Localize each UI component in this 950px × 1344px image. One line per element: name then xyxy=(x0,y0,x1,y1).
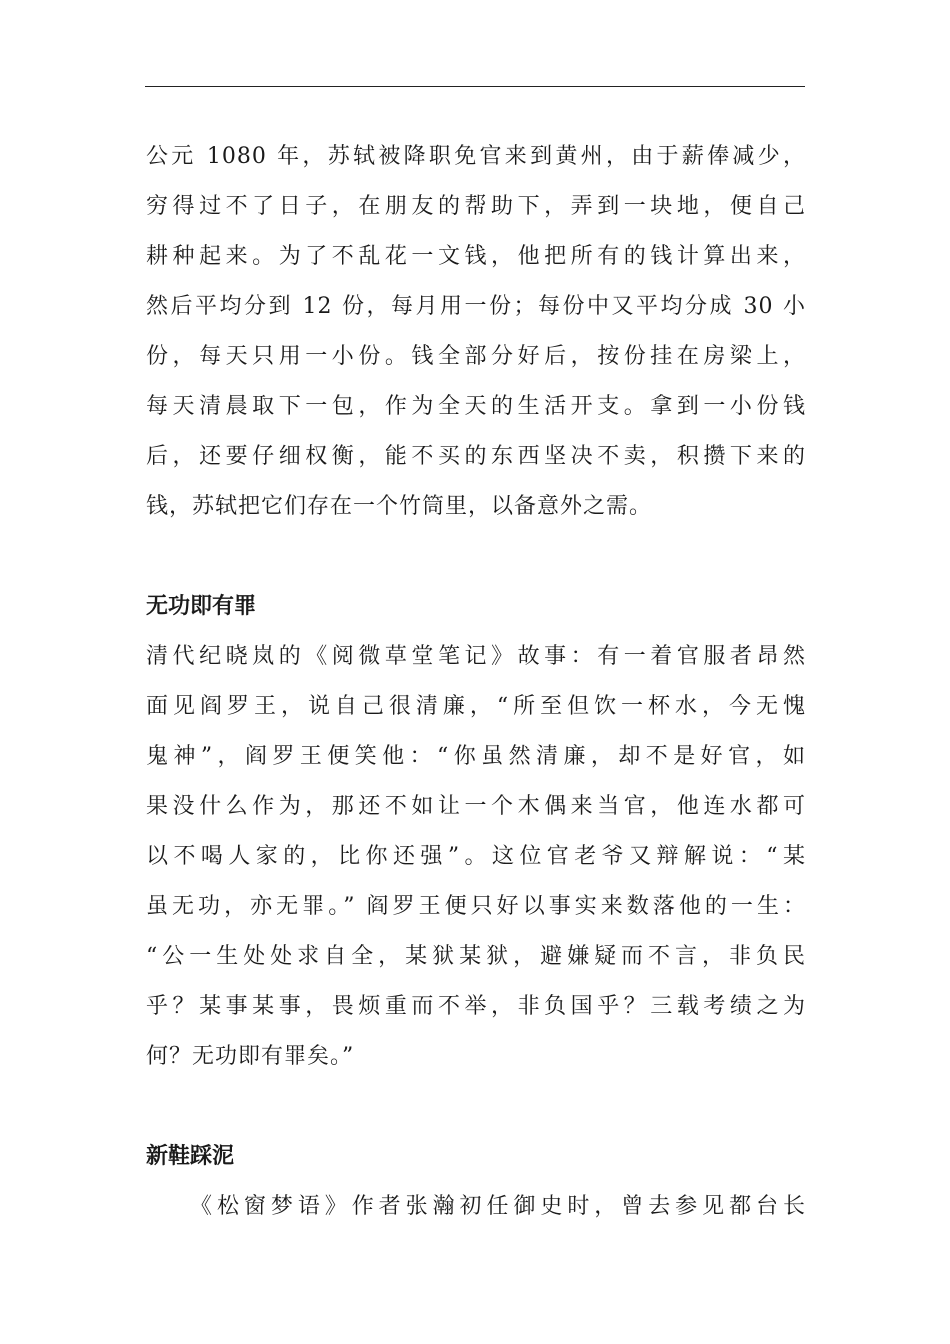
paragraph-ji-xiaolan xyxy=(146,632,806,1082)
paragraph-su-shi xyxy=(146,132,806,532)
section-heading: 无功即有罪 xyxy=(146,594,257,619)
text-line: 果没什么作为，那还不如让一个木偶来当官，他连水都可 xyxy=(146,794,806,819)
text-line: 面见阎罗王，说自己很清廉，“所至但饮一杯水，今无愧 xyxy=(146,694,806,719)
document-body xyxy=(146,132,806,1232)
section-spacer xyxy=(146,1082,806,1132)
text-line: 《松窗梦语》作者张瀚初任御史时，曾去参见都台长 xyxy=(190,1194,806,1219)
text-line: 后，还要仔细权衡，能不买的东西坚决不卖，积攒下来的 xyxy=(146,444,806,469)
text-line: 鬼神”，阎罗王便笑他：“你虽然清廉，却不是好官，如 xyxy=(146,744,806,769)
text-line: “公一生处处求自全，某狱某狱，避嫌疑而不言，非负民 xyxy=(146,944,806,969)
text-line: 每天清晨取下一包，作为全天的生活开支。拿到一小份钱 xyxy=(146,394,806,419)
paragraph-zhang-han xyxy=(146,1182,806,1232)
text-line: 以不喝人家的，比你还强”。这位官老爷又辩解说：“某 xyxy=(146,844,806,869)
text-line: 何？无功即有罪矣。” xyxy=(146,1044,355,1069)
text-line: 穷得过不了日子，在朋友的帮助下，弄到一块地，便自己 xyxy=(146,194,806,219)
text-line: 份，每天只用一小份。钱全部分好后，按份挂在房梁上， xyxy=(146,344,806,369)
text-line: 清代纪晓岚的《阅微草堂笔记》故事：有一着官服者昂然 xyxy=(146,644,806,669)
text-line: 然后平均分到 12 份，每月用一份；每份中又平均分成 30 小 xyxy=(146,294,806,319)
text-line: 公元 1080 年，苏轼被降职免官来到黄州，由于薪俸减少， xyxy=(146,144,806,169)
text-line: 虽无功，亦无罪。” 阎罗王便只好以事实来数落他的一生： xyxy=(146,894,806,919)
section-heading: 新鞋踩泥 xyxy=(146,1144,235,1169)
text-line: 耕种起来。为了不乱花一文钱，他把所有的钱计算出来， xyxy=(146,244,806,269)
text-line: 钱，苏轼把它们存在一个竹筒里，以备意外之需。 xyxy=(146,494,653,519)
header-rule xyxy=(145,86,805,87)
text-line: 乎？某事某事，畏烦重而不举，非负国乎？三载考绩之为 xyxy=(146,994,806,1019)
section-spacer xyxy=(146,532,806,582)
